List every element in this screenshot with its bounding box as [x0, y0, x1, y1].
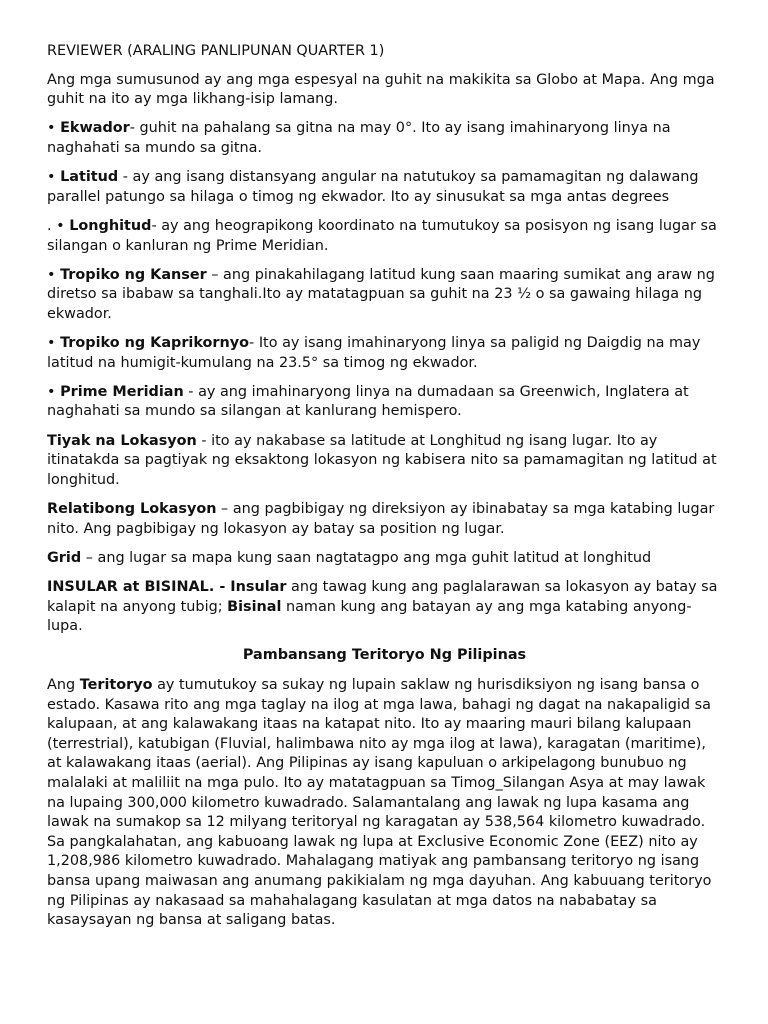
- definition-term: Teritoryo: [79, 676, 153, 693]
- definition-text: ang tawag kung ang paglalarawan sa lokasyon ay batay sa kalapit na anyong tubig;: [47, 579, 718, 615]
- intro-paragraph: Ang mga sumusunod ay ang mga espesyal na guhit na makikita sa Globo at Mapa. Ang mga guhit na ito ay mga likhang-isip lamang.: [47, 71, 715, 108]
- definition-term: Prime Meridian: [60, 383, 184, 400]
- definition-term: Bisinal: [227, 598, 282, 615]
- definition-term: Tropiko ng Kanser: [60, 266, 207, 283]
- section-heading: Pambansang Teritoryo Ng Pilipinas: [242, 647, 527, 664]
- definition-text: naman kung ang batayan ay ang mga katabing anyong-lupa.: [47, 598, 692, 635]
- definition-term: Ekwador: [60, 120, 130, 137]
- definition-text: – ang pinakahilagang latitud kung saan maaring sumikat ang araw ng diretso sa ibabaw sa tanghali.Ito ay matatagpuan sa guhit na 23 ½ o sa gawaing hilaga ng ekwador.: [47, 266, 715, 322]
- definition-text: - Ito ay isang imahinaryong linya sa paligid ng Daigdig na may latitud na humigit-kumulang na 23.5° sa timog ng ekwador.: [47, 335, 701, 371]
- definition-tropiko-kanser: [47, 266, 722, 325]
- definition-term: Longhitud: [69, 217, 152, 234]
- definition-relatibong-lokasyon: [47, 500, 722, 539]
- definition-latitud: [47, 168, 722, 207]
- definition-text: - guhit na pahalang sa gitna na may 0°. Ito ay isang imahinaryong linya na naghahati sa mundo sa gitna.: [47, 120, 671, 156]
- definition-term: Grid: [47, 549, 82, 566]
- definition-term: Tropiko ng Kaprikornyo: [60, 335, 250, 352]
- definition-longhitud: [47, 217, 722, 256]
- definition-prefix: •: [47, 120, 61, 137]
- definition-prime-meridian: [47, 383, 722, 422]
- definition-prefix: •: [47, 383, 61, 400]
- definition-prefix: . •: [47, 217, 70, 234]
- definition-prefix: •: [47, 169, 61, 186]
- definition-term: Relatibong Lokasyon: [47, 501, 217, 518]
- definition-term: Latitud: [60, 169, 119, 186]
- paragraph-lead: Ang: [47, 676, 80, 693]
- document-title: REVIEWER (ARALING PANLIPUNAN QUARTER 1): [47, 43, 385, 59]
- definition-insular-bisinal: [47, 578, 722, 637]
- definition-text: – ang pagbibigay ng direksiyon ay ibinabatay sa mga katabing lugar nito. Ang pagbibigay ng lokasyon ay batay sa position ng lugar.: [47, 501, 715, 537]
- territory-paragraph: [47, 676, 722, 931]
- definition-term: INSULAR at BISINAL. - Insular: [47, 579, 287, 595]
- definition-tiyak-na-lokasyon: [47, 432, 722, 491]
- definition-prefix: •: [47, 335, 61, 352]
- definition-text: - ay ang heograpikong koordinato na tumutukoy sa posisyon ng isang lugar sa silangan o kanluran ng Prime Meridian.: [47, 217, 717, 254]
- definition-text: - ay ang isang distansyang angular na natutukoy sa pamamagitan ng dalawang parallel patungo sa hilaga o timog ng ekwador. Ito ay sinusukat sa mga antas degrees: [47, 169, 699, 205]
- definition-text: - ay ang imahinaryong linya na dumadaan sa Greenwich, Inglatera at naghahati sa mundo sa silangan at kanlurang hemispero.: [47, 383, 689, 420]
- definition-term: Tiyak na Lokasyon: [47, 432, 197, 449]
- definition-prefix: •: [47, 266, 61, 283]
- definition-grid: [47, 549, 722, 569]
- definition-text: – ang lugar sa mapa kung saan nagtatagpo ang mga guhit latitud at longhitud: [81, 549, 652, 566]
- definition-text: - ito ay nakabase sa latitude at Longhitud ng isang lugar. Ito ay itinatakda sa pagtiyak ng eksaktong lokasyon ng kabisera nito sa pamamagitan ng latitud at longhitud.: [47, 432, 717, 488]
- paragraph-text: ay tumutukoy sa sukay ng lupain saklaw ng hurisdiksiyon ng isang bansa o estado. Kasawa rito ang mga taglay na ilog at mga lawa, bahagi ng dagat na nakapaligid sa kalupaan, at ang kalawakang itaas na katapat nito. Ito ay maaring mauri bilang kalupaan (terrestrial), katubigan (Fluvial, halimbawa nito ay mga ilog at lawa), karagatan (maritime), at kalawakang itaas (aerial). Ang Pilipinas ay isang kapuluan o arkipelagong bunubuo ng malalaki at maliliit na mga pulo. Ito ay matatagpuan sa Timog_Silangan Asya at may lawak na lupaing 300,000 kilometro kuwadrado. Salamantalang ang lawak ng lupa kasama ang lawak na sumakop sa 12 milyang teritoryal ng karagatan ay 538,564 kilometro kuwadrado. Sa pangkalahatan, ang kabuoang lawak ng lupa at Exclusive Economic Zone (EEZ) nito ay 1,208,986 kilometro kuwadrado. Mahalagang matiyak ang pambansang teritoryo ng isang bansa upang maiwasan ang anumang pakikialam ng mga dayuhan. Ang kabuuang teritoryo ng Pilipinas ay nakasaad sa mahahalagang kasulatan at mga datos na nababatay sa kasaysayan ng bansa at saligang batas.: [47, 676, 712, 929]
- definition-ekwador: [47, 119, 722, 158]
- definition-tropiko-kaprikornyo: [47, 334, 722, 373]
